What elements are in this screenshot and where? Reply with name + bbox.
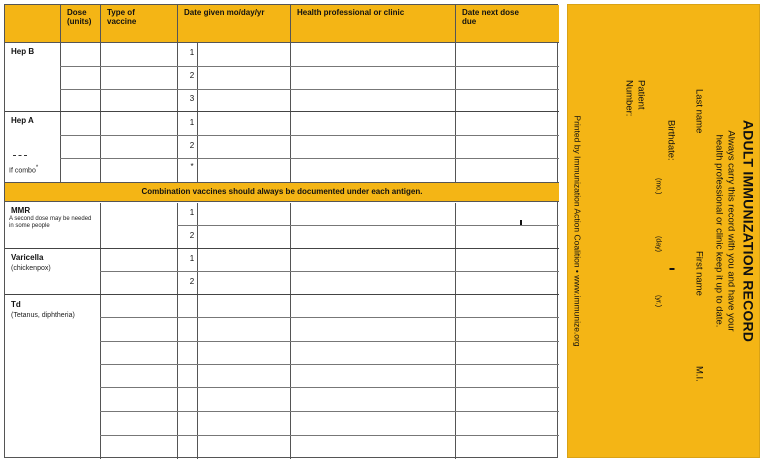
row-line: [5, 248, 559, 249]
row-line: [100, 364, 559, 365]
col-line: [290, 203, 291, 459]
number-label: Number:: [623, 80, 634, 117]
td-label: Td: [11, 300, 21, 309]
row-line: [5, 111, 559, 112]
varicella-dose-1: 1: [189, 254, 195, 263]
birthdate-yr: (yr.): [654, 295, 661, 308]
col-line: [100, 203, 101, 459]
birthdate-mo: (mo.): [654, 178, 661, 195]
row-line: [100, 435, 559, 436]
hepa-dose-combo: *: [190, 162, 194, 171]
varicella-dose-2: 2: [189, 277, 195, 286]
col-line: [177, 43, 178, 183]
col-line: [290, 43, 291, 183]
table-header: [5, 5, 559, 43]
hepb-dose-2: 2: [189, 71, 195, 80]
last-name-label: Last name: [693, 89, 704, 134]
date-header: Date given mo/day/yr: [178, 5, 291, 43]
type-header: Type of vaccine: [101, 5, 178, 43]
row-line: [177, 225, 559, 226]
mi-label: M.I.: [693, 366, 704, 382]
td-note: (Tetanus, diphtheria): [11, 312, 75, 319]
row-line: [60, 158, 559, 159]
col-line: [100, 43, 101, 183]
combo-dash: [13, 155, 27, 156]
birthdate-day: (day): [654, 236, 661, 252]
row-line: [60, 89, 559, 90]
col-line: [197, 203, 198, 459]
row-line: [100, 411, 559, 412]
stray-mark: [520, 220, 522, 225]
card-instruction-2: health professional or clinic keep it up to date.: [713, 134, 724, 328]
row-line: [100, 387, 559, 388]
row-line: [5, 294, 559, 295]
hepa-label: Hep A: [11, 116, 34, 125]
first-name-label: First name: [693, 251, 704, 296]
varicella-label: Varicella: [11, 253, 44, 262]
birthdate-label: Birthdate:: [665, 120, 676, 161]
hepa-combo-note: If combo*: [9, 165, 39, 175]
varicella-note: (chickenpox): [11, 265, 51, 272]
hepb-dose-1: 1: [189, 48, 195, 57]
next-dose-header: Date next dose due: [462, 8, 519, 26]
patient-label: Patient: [635, 80, 646, 110]
card-instruction-1: Always carry this record with you and have your: [725, 130, 736, 332]
row-line: [100, 271, 559, 272]
hepa-dose-2: 2: [189, 141, 195, 150]
immunization-table: [4, 4, 558, 458]
antigen-header-cell: [5, 5, 61, 43]
mmr-label: MMR: [11, 206, 31, 215]
row-line: [60, 66, 559, 67]
dose-header: Dose (units): [61, 5, 101, 43]
record-card-rotated: [567, 4, 760, 458]
provider-header: Health professional or clinic: [291, 5, 456, 43]
hepa-dose-1: 1: [189, 118, 195, 127]
col-line: [455, 43, 456, 183]
row-line: [100, 341, 559, 342]
mmr-note: A second dose may be needed in some people: [9, 216, 92, 229]
col-line: [60, 43, 61, 183]
row-line: [60, 135, 559, 136]
stray-mark: [669, 268, 674, 270]
row-line: [100, 317, 559, 318]
combination-note: Combination vaccines should always be documented under each antigen.: [5, 182, 559, 202]
col-line: [177, 203, 178, 459]
printed-by: Printed by Immunization Action Coalition • www.immunize.org: [572, 115, 582, 347]
mmr-dose-2: 2: [189, 231, 195, 240]
card-title: ADULT IMMUNIZATION RECORD: [740, 119, 756, 343]
hepb-dose-3: 3: [189, 94, 195, 103]
mmr-dose-1: 1: [189, 208, 195, 217]
col-line: [455, 203, 456, 459]
hepb-label: Hep B: [11, 47, 35, 56]
record-card: [567, 4, 760, 458]
